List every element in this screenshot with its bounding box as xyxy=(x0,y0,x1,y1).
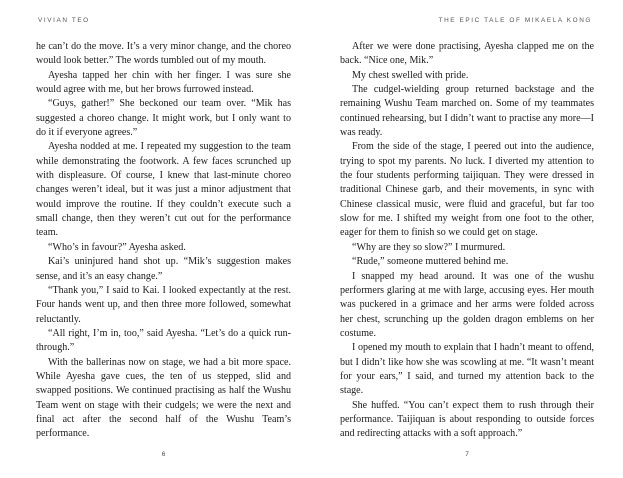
paragraph: he can’t do the move. It’s a very minor change, and the choreo would look better.” The words tumbled out of my mouth. xyxy=(36,41,291,67)
paragraph: The cudgel-wielding group returned backstage and the remaining Wushu Team marched on. Some of my teammates continued rehearsing, but I didn’t want to practise any more—I was ready. xyxy=(340,84,594,139)
paragraph: “Who’s in favour?” Ayesha asked. xyxy=(48,241,186,253)
paragraph: “Guys, gather!” She beckoned our team over. “Mik has suggested a choreo change. It might work, but I only want to do it if everyone agrees.” xyxy=(36,98,291,139)
left-page-body xyxy=(36,40,291,442)
page-number-right: 7 xyxy=(465,451,469,458)
paragraph: From the side of the stage, I peered out into the audience, trying to spot my parents. No luck. I diverted my attention to the four students performing taijiquan. They were dressed in traditional Chinese garb, and their movements, in sync with Chinese classical music, were fluid and graceful, but far too slow for me. I shifted my weight from one foot to the other, eager for them to finish so we could get on stage. xyxy=(340,141,594,239)
paragraph: “Why are they so slow?” I murmured. xyxy=(352,241,506,253)
page-number-left: 6 xyxy=(161,451,166,458)
paragraph: I opened my mouth to explain that I hadn’t meant to offend, but I didn’t like how she was scowling at me. “It wasn’t meant for your ears,” I said, and turned my attention back to the stage. xyxy=(340,342,594,397)
paragraph: Kai’s uninjured hand shot up. “Mik’s suggestion makes sense, and it’s an easy change.” xyxy=(36,256,291,282)
paragraph: I snapped my head around. It was one of the wushu performers glaring at me with large, accusing eyes. Her mouth was puckered in a grimace and her arms were folded across her chest, scrunching up the golden dragon emblems on her costume. xyxy=(340,270,594,339)
paragraph: “Thank you,” I said to Kai. I looked expectantly at the rest. Four hands went up, and then three more followed, somewhat reluctantly. xyxy=(36,284,291,325)
paragraph: “All right, I’m in, too,” said Ayesha. “Let’s do a quick run-through.” xyxy=(36,327,291,354)
paragraph: Ayesha nodded at me. I repeated my suggestion to the team while demonstrating the footwork. A few faces scrunched up with displeasure. Of course, I knew that last-minute choreo changes weren’t ideal, but it was just a minor adjustment that would improve the routine. If they couldn’t execute such a small change, then they weren’t cut out for the performance team. xyxy=(36,141,291,239)
right-page xyxy=(340,0,594,478)
left-page xyxy=(36,0,291,478)
paragraph: My chest swelled with pride. xyxy=(352,69,469,81)
running-head-author: VIVIAN TEO xyxy=(38,17,90,24)
paragraph: With the ballerinas now on stage, we had a bit more space. While Ayesha gave cues, the ten of us stepped, slid and swapped positions. We continued practising as half the Wushu Team went on stage with their cudgels; we were the next and final act after the second half of the Wushu Team’s performance. xyxy=(36,356,291,440)
paragraph: Ayesha tapped her chin with her finger. I was sure she would agree with me, but her brows furrowed instead. xyxy=(36,69,291,96)
right-page-body xyxy=(340,40,594,442)
running-head-title: THE EPIC TALE OF MIKAELA KONG xyxy=(438,17,592,24)
paragraph: After we were done practising, Ayesha clapped me on the back. “Nice one, Mik.” xyxy=(340,41,594,67)
paragraph: “Rude,” someone muttered behind me. xyxy=(352,256,509,268)
paragraph: She huffed. “You can’t expect them to rush through their performance. Taijiquan is about responding to outside forces and redirecting attacks with a soft approach.” xyxy=(340,399,594,440)
